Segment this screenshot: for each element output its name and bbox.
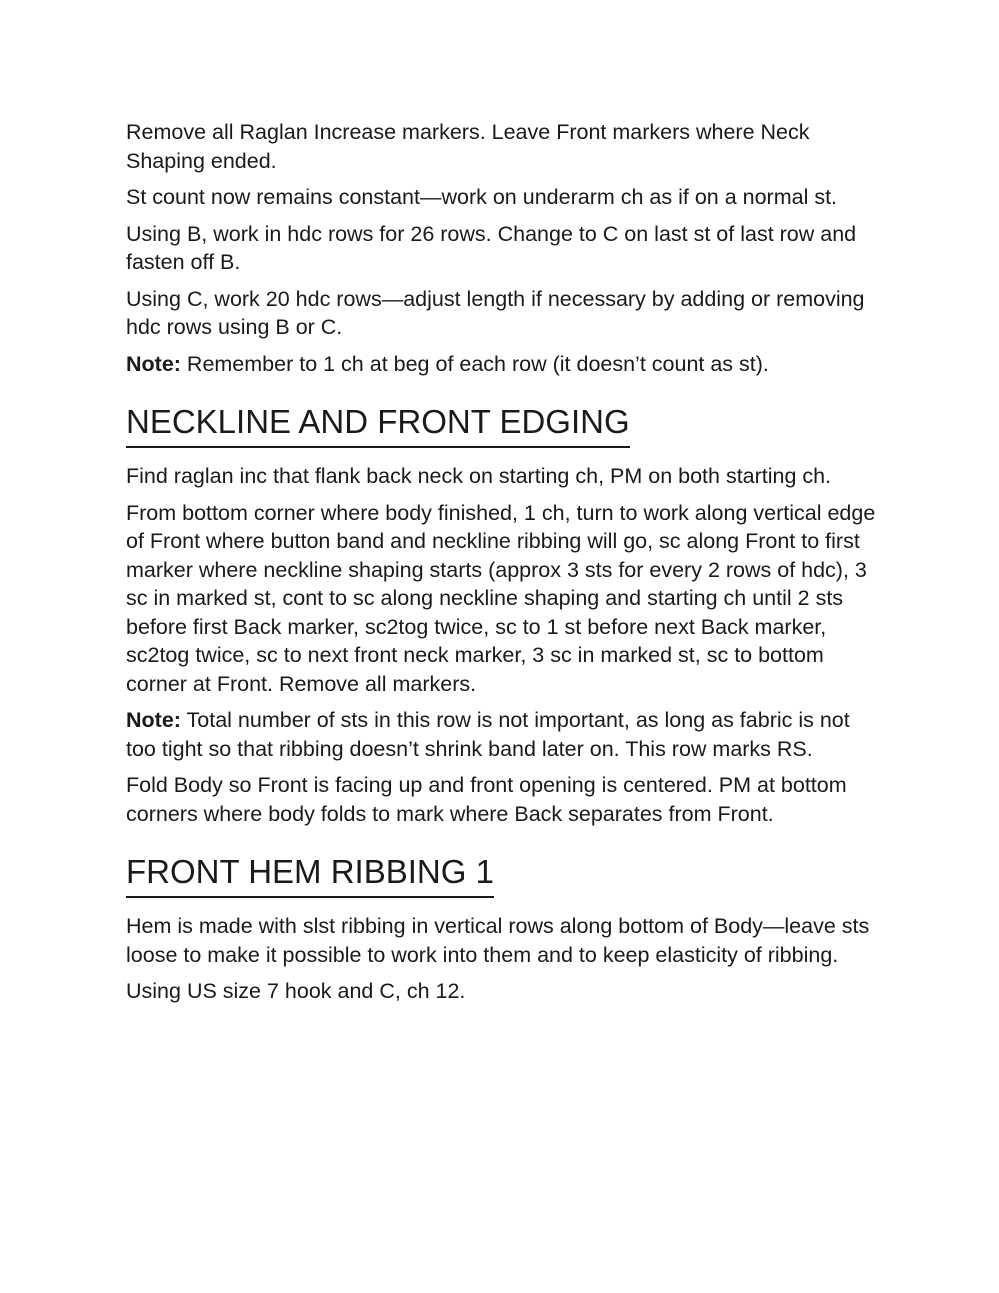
note-text: Total number of sts in this row is not important, as long as fabric is not too tight so that ribbing doesn’t shrink band later on. This row marks RS. [126, 708, 850, 761]
note-paragraph-2 [126, 706, 878, 763]
paragraph-using-b: Using B, work in hdc rows for 26 rows. Change to C on last st of last row and fasten off B. [126, 221, 857, 274]
note-paragraph-1 [126, 350, 878, 379]
document-page [126, 118, 878, 1014]
note-label: Note: [126, 708, 181, 732]
note-label: Note: [126, 351, 181, 376]
paragraph-using-c: Using C, work 20 hdc rows—adjust length if necessary by adding or removing hdc rows using B or C. [126, 286, 865, 339]
paragraph-from-bottom-corner: From bottom corner where body finished, 1 ch, turn to work along vertical edge of Front where button band and neckline ribbing will go, sc along Front to first marker where neckline shaping starts (approx 3 sts for every 2 rows of hdc), 3 sc in marked st, cont to sc along neckline shaping and starting ch until 2 sts before first Back marker, sc2tog twice, sc to 1 st before next Back marker, sc2tog twice, sc to next front neck marker, 3 sc in marked st, sc to bottom corner at Front. Remove all markers. [126, 500, 876, 696]
paragraph-remove-markers: Remove all Raglan Increase markers. Leave Front markers where Neck Shaping ended. [126, 120, 810, 173]
note-text: Remember to 1 ch at beg of each row (it doesn’t count as st). [180, 351, 769, 376]
heading-neckline-front-edging: NECKLINE AND FRONT EDGING [126, 402, 630, 448]
paragraph-hem-slst: Hem is made with slst ribbing in vertical rows along bottom of Body—leave sts loose to make it possible to work into them and to keep elasticity of ribbing. [126, 914, 870, 967]
paragraph-using-hook: Using US size 7 hook and C, ch 12. [126, 979, 466, 1003]
paragraph-st-count: St count now remains constant—work on underarm ch as if on a normal st. [126, 185, 838, 209]
paragraph-find-raglan: Find raglan inc that flank back neck on starting ch, PM on both starting ch. [126, 464, 832, 488]
heading-front-hem-ribbing: FRONT HEM RIBBING 1 [126, 852, 494, 898]
paragraph-fold-body: Fold Body so Front is facing up and front opening is centered. PM at bottom corners where body folds to mark where Back separates from Front. [126, 773, 847, 826]
